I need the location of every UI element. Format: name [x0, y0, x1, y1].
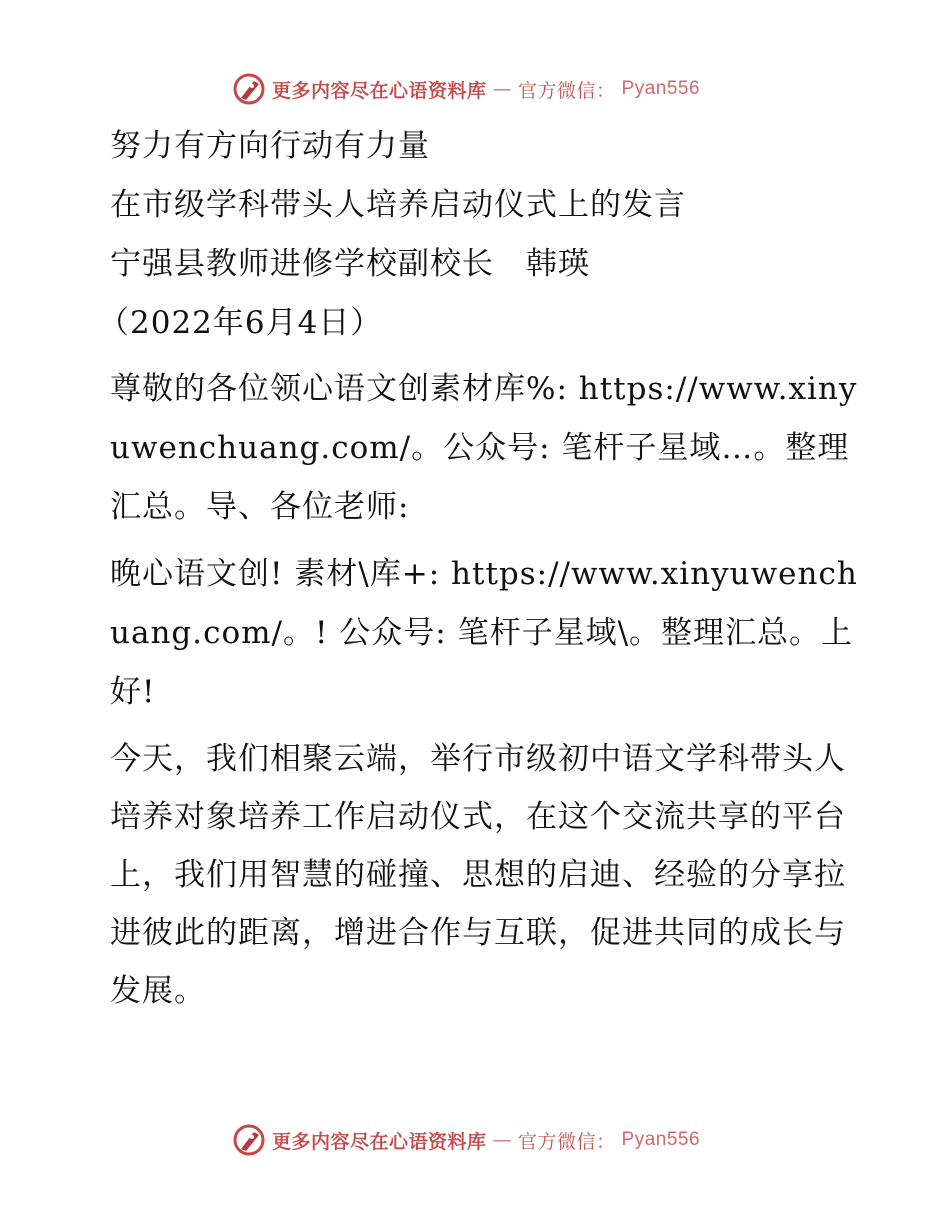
banner-brand-text: 更多内容尽在心语资料库: [272, 1130, 487, 1153]
speech-title: 努力有方向行动有力量: [110, 128, 430, 164]
pen-nib-logo-icon: [232, 72, 266, 106]
footer-banner: [232, 1122, 752, 1158]
speech-date: （2022年6月4日）: [98, 305, 383, 341]
document-body: [98, 124, 858, 1020]
banner-wechat-label: 官方微信：: [518, 79, 616, 102]
speech-subtitle: 在市级学科带头人培养启动仪式上的发言: [110, 187, 686, 223]
banner-separator: —: [492, 78, 513, 100]
greeting-paragraph-1: 尊敬的各位领心语文创素材库%: https://www.xinyuwenchuang.com/。公众号: 笔杆子星域…。整理汇总。导、各位老师:: [110, 371, 858, 525]
banner-wechat-id: Pyan556: [621, 1129, 701, 1150]
banner-wechat-label: 官方微信：: [518, 1130, 616, 1153]
body-paragraph-1: 今天，我们相聚云端，举行市级初中语文学科带头人培养对象培养工作启动仪式，在这个交流共享的平台上，我们用智慧的碰撞、思想的启迪、经验的分享拉进彼此的距离，增进合作与互联，促进共同的成长与发展。: [110, 741, 846, 1009]
greeting-paragraph-2: 晚心语文创! 素材\库+: https://www.xinyuwenchuang.com/。! 公众号: 笔杆子星域\。整理汇总。上好!: [110, 556, 858, 710]
speech-author: 宁强县教师进修学校副校长 韩瑛: [110, 246, 590, 282]
header-banner: [232, 71, 752, 107]
banner-separator: —: [492, 1129, 513, 1151]
banner-wechat-id: Pyan556: [621, 78, 701, 99]
banner-brand-text: 更多内容尽在心语资料库: [272, 79, 487, 102]
pen-nib-logo-icon: [232, 1123, 266, 1157]
